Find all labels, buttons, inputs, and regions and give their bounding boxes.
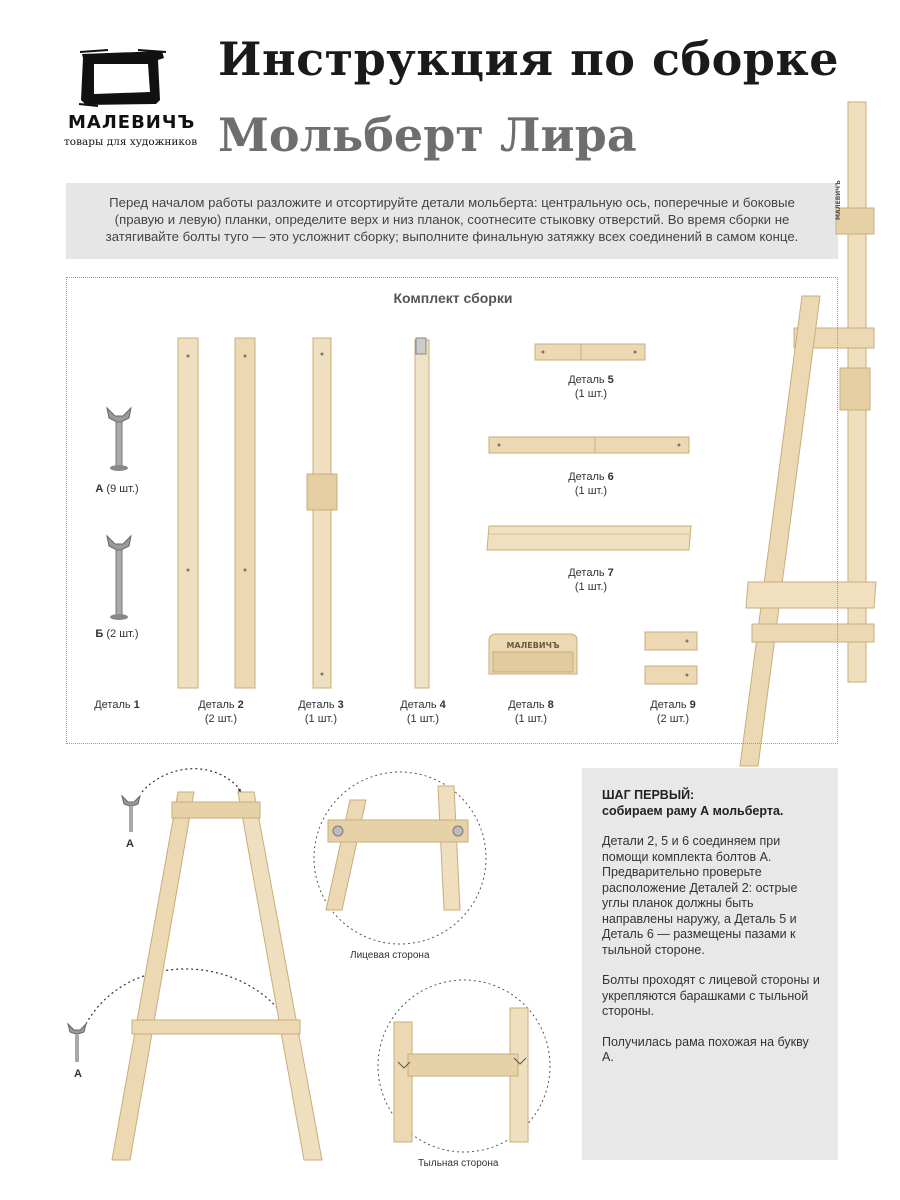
part-8-label: Деталь 8 (1 шт.) — [508, 699, 554, 725]
brand-tagline: товары для художников — [64, 136, 198, 148]
front-caption: Лицевая сторона — [350, 950, 430, 961]
front-detail-circle — [312, 770, 488, 946]
arrow-top — [142, 769, 242, 792]
back-caption: Тыльная сторона — [418, 1158, 499, 1169]
easel-engraving: МАЛЕВИЧЪ — [835, 180, 842, 220]
part-8-engraving: МАЛЕВИЧЪ — [506, 641, 560, 650]
page-subtitle: Мольберт Лира — [218, 108, 637, 162]
part-6-image — [485, 433, 695, 457]
bolt-label-bottom: А — [74, 1068, 82, 1080]
part-4-label: Деталь 4 (1 шт.) — [400, 699, 446, 725]
part-7-image — [483, 522, 697, 556]
part-3-image — [303, 334, 353, 694]
part-9-image — [641, 628, 701, 692]
part-6-label: Деталь 6 (1 шт.) — [568, 471, 614, 497]
step-one-panel — [582, 768, 838, 1160]
kit-title: Комплект сборки — [393, 290, 513, 306]
kit-panel — [66, 277, 838, 744]
brush-square-logo — [78, 48, 168, 108]
step-heading: ШАГ ПЕРВЫЙ: собираем раму А мольберта. — [602, 788, 784, 818]
part-9-label: Деталь 9 (2 шт.) — [650, 699, 696, 725]
part-5-image — [531, 340, 651, 364]
wing-bolt-icon-2 — [68, 1024, 86, 1062]
part-2-image — [173, 334, 263, 694]
a-frame-diagram — [66, 762, 326, 1162]
wing-bolt-b-icon — [99, 532, 139, 622]
part-1-label: Деталь 1 — [94, 699, 140, 711]
bolt-label-top: А — [126, 838, 134, 850]
bolt-b-label: Б (2 шт.) — [95, 628, 139, 640]
step-paragraph-3: Получилась рама похожая на букву А. — [602, 1034, 809, 1064]
bolt-a-label: А (9 шт.) — [95, 483, 139, 495]
intro-text: Перед началом работы разложите и отсортируйте детали мольберта: центральную ось, поперечные и боковые (правую и левую) планки, определите верх и низ планок, соотнесите стыковку отверстий. Во время сборки не затягивайте болты туго — это усложнит сборку; выполните финальную затяжку всех соединений в самом конце. — [66, 183, 838, 259]
part-4-image — [409, 334, 439, 694]
page-title: Инструкция по сборке — [218, 32, 839, 86]
arrow-bottom — [86, 969, 284, 1024]
brand-name: МАЛЕВИЧЪ — [68, 112, 196, 133]
back-detail-circle — [376, 978, 552, 1154]
wing-bolt-a-icon — [99, 404, 139, 474]
part-5-label: Деталь 5 (1 шт.) — [568, 374, 614, 400]
part-8-image — [483, 630, 583, 682]
step-paragraph-1: Детали 2, 5 и 6 соединяем при помощи комплекта болтов А. Предварительно проверьте расположение Деталей 2: острые углы планок должны быть направлены наружу, а Деталь 5 и Деталь 6 — размещены пазами к тыльной стороне. — [602, 834, 798, 957]
part-3-label: Деталь 3 (1 шт.) — [298, 699, 344, 725]
part-7-label: Деталь 7 (1 шт.) — [568, 567, 614, 593]
step-paragraph-2: Болты проходят с лицевой стороны и укрепляются барашками с тыльной стороны. — [602, 973, 820, 1018]
wing-bolt-icon — [122, 796, 140, 832]
part-2-label: Деталь 2 (2 шт.) — [198, 699, 244, 725]
